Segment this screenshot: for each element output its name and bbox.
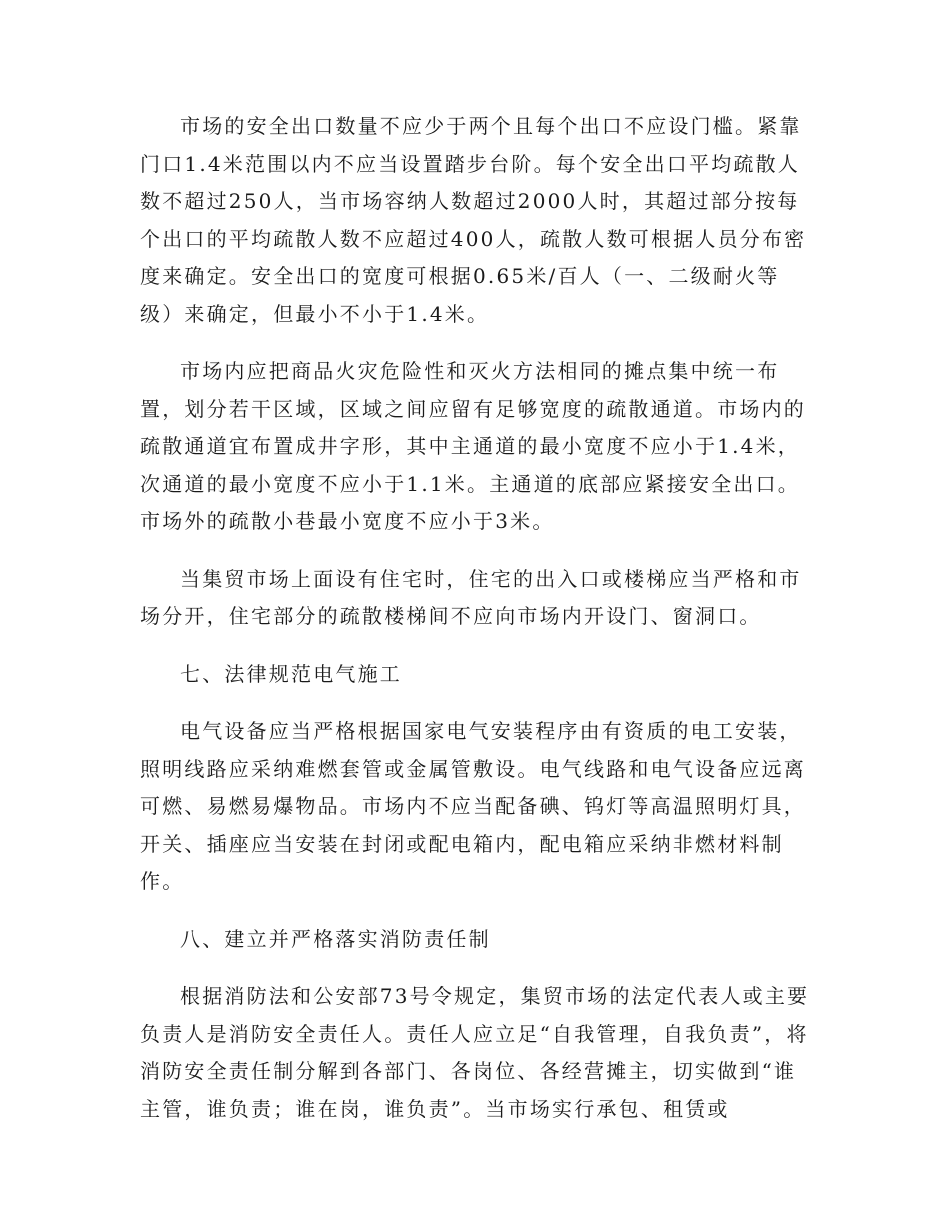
paragraph-electrical: 电气设备应当严格根据国家电气安装程序由有资质的电工安装，照明线路应采纳难燃套管或金属管敷设。电气线路和电气设备应远离可燃、易燃易爆物品。市场内不应当配备碘、钨灯等高温照明灯具，开关、插座应当安装在封闭或配电箱内，配电箱应采纳非燃材料制作。	[140, 719, 806, 893]
section-heading-responsibility: 八、建立并严格落实消防责任制	[180, 926, 491, 951]
paragraph-responsibility: 根据消防法和公安部73号令规定，集贸市场的法定代表人或主要负责人是消防安全责任人。责任人应立足“自我管理，自我负责”，将消防安全责任制分解到各部门、各岗位、各经营摊主，切实做到“谁主管，谁负责；谁在岗，谁负责”。当市场实行承包、租赁或	[140, 984, 810, 1121]
paragraph-aisles: 市场内应把商品火灾危险性和灭火方法相同的摊点集中统一布置，划分若干区域，区域之间应留有足够宽度的疏散通道。市场内的疏散通道宜布置成井字形，其中主通道的最小宽度不应小于1.4米，次通道的最小宽度不应小于1.1米。主通道的底部应紧接安全出口。市场外的疏散小巷最小宽度不应小于3米。	[140, 359, 806, 533]
paragraph-residence: 当集贸市场上面设有住宅时，住宅的出入口或楼梯应当严格和市场分开，住宅部分的疏散楼梯间不应向市场内开设门、窗洞口。	[140, 566, 802, 628]
section-heading-electrical: 七、法律规范电气施工	[180, 661, 402, 686]
paragraph-exits: 市场的安全出口数量不应少于两个且每个出口不应设门槛。紧靠门口1.4米范围以内不应当设置踏步台阶。每个安全出口平均疏散人数不超过250人，当市场容纳人数超过2000人时，其超过部分按每个出口的平均疏散人数不应超过400人，疏散人数可根据人员分布密度来确定。安全出口的宽度可根据0.65米/百人（一、二级耐火等级）来确定，但最小不小于1.4米。	[140, 114, 807, 326]
document-body	[140, 108, 812, 1128]
